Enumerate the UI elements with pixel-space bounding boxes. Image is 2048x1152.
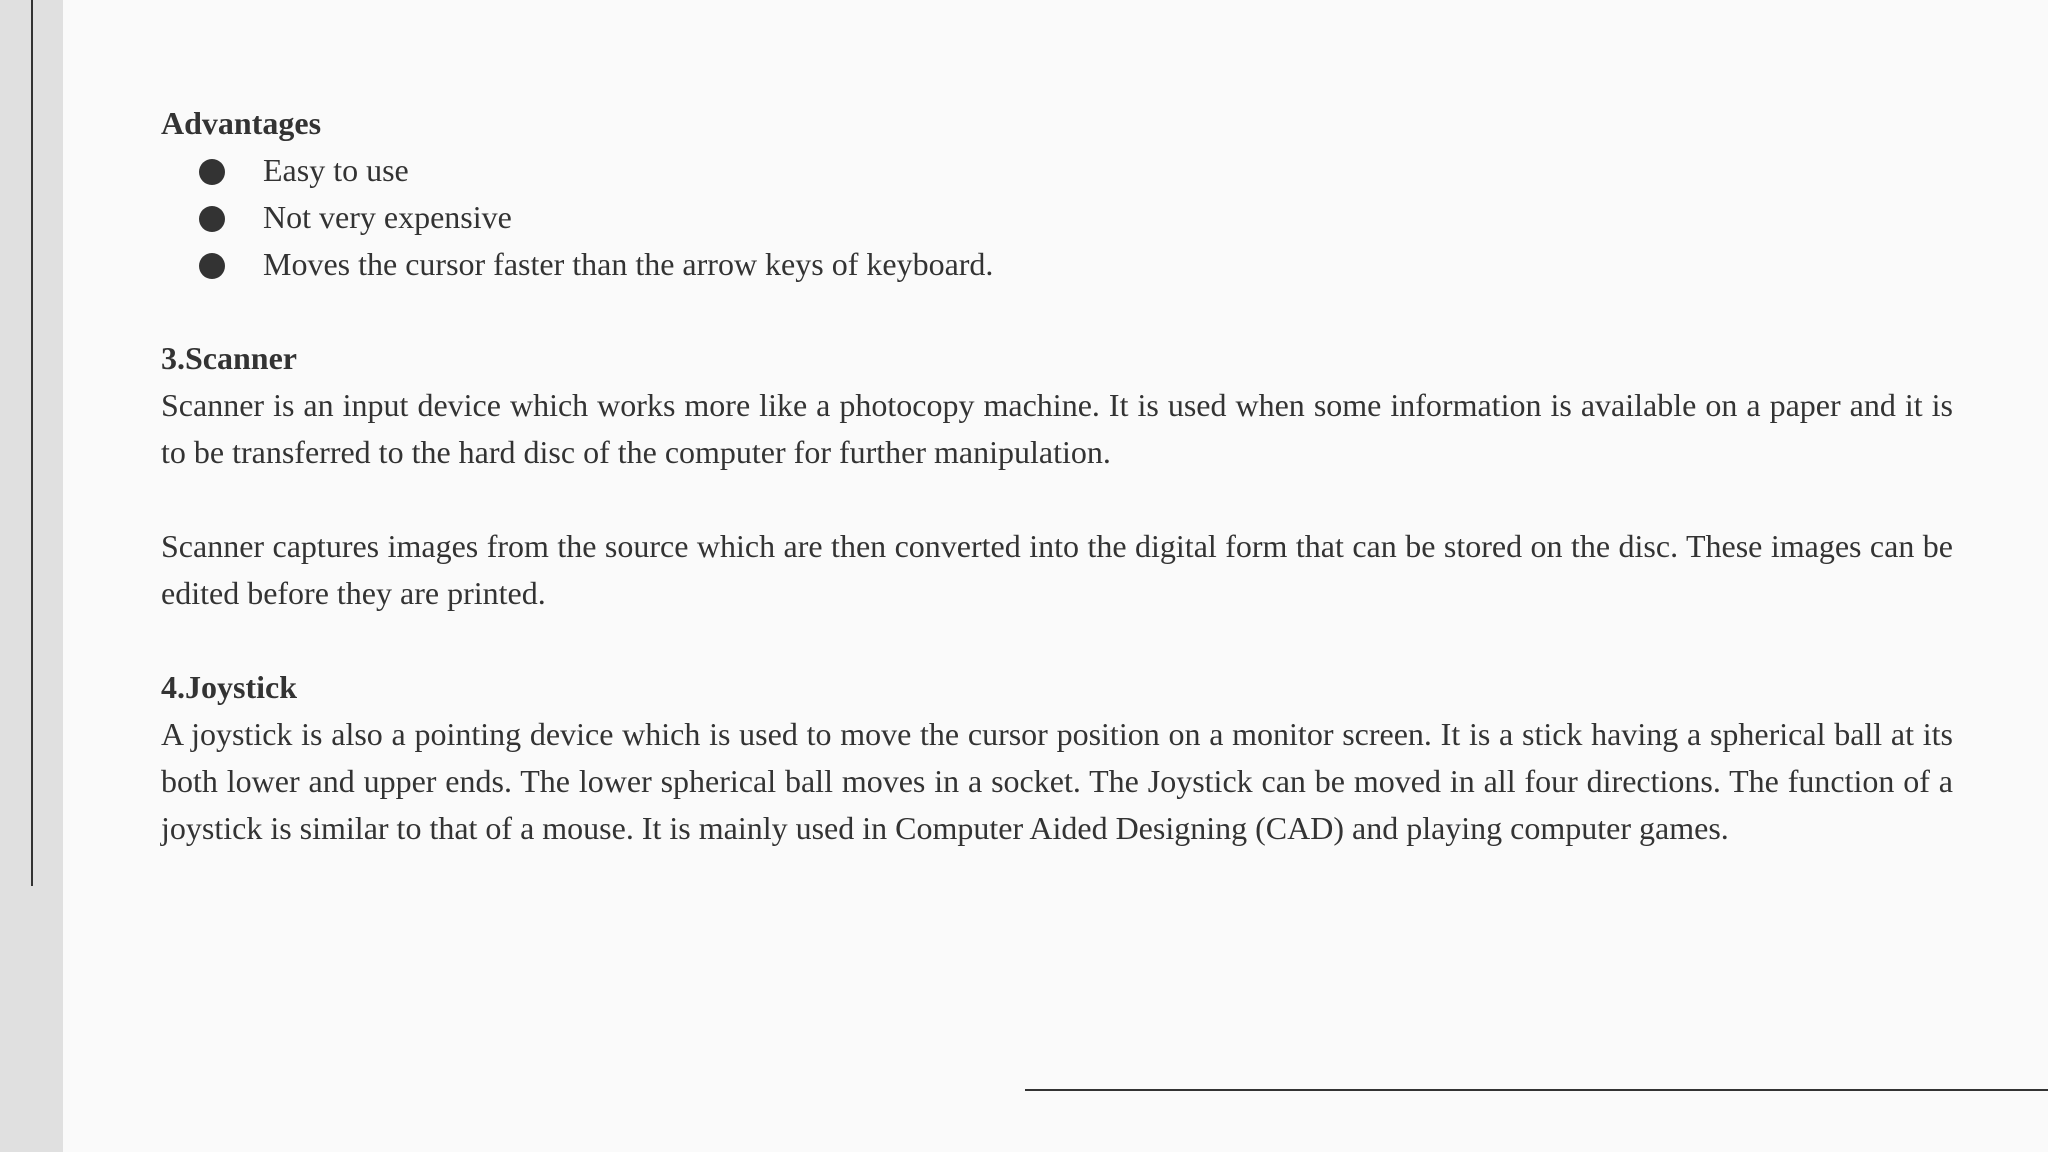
scanner-section (161, 335, 1953, 617)
joystick-paragraph: A joystick is also a pointing device which is used to move the cursor position on a monitor screen. It is a stick having a spherical ball at its both lower and upper ends. The lower spherical ball moves in a socket. The Joystick can be moved in all four directions. The function of a joystick is similar to that of a mouse. It is mainly used in Computer Aided Designing (CAD) and playing computer games. (161, 716, 1953, 846)
list-item (161, 241, 1953, 288)
spacer (161, 476, 1953, 523)
joystick-section (161, 664, 1953, 852)
spacer (161, 288, 1953, 335)
bullet-icon (199, 206, 225, 232)
list-item-text: Easy to use (263, 152, 409, 188)
page-content (161, 100, 1953, 852)
bottom-horizontal-rule (1025, 1089, 2048, 1091)
scanner-heading: 3.Scanner (161, 340, 297, 376)
advantages-section (161, 100, 1953, 288)
left-vertical-rule (31, 0, 33, 886)
list-item (161, 194, 1953, 241)
scanner-paragraph: Scanner captures images from the source which are then converted into the digital form that can be stored on the disc. These images can be edited before they are printed. (161, 528, 1953, 611)
list-item (161, 147, 1953, 194)
scanner-paragraph: Scanner is an input device which works more like a photocopy machine. It is used when some information is available on a paper and it is to be transferred to the hard disc of the computer for further manipulation. (161, 387, 1953, 470)
bullet-icon (199, 253, 225, 279)
advantages-list (161, 147, 1953, 288)
list-item-text: Not very expensive (263, 199, 512, 235)
bullet-icon (199, 159, 225, 185)
joystick-heading: 4.Joystick (161, 669, 297, 705)
list-item-text: Moves the cursor faster than the arrow keys of keyboard. (263, 246, 994, 282)
spacer (161, 617, 1953, 664)
advantages-heading: Advantages (161, 105, 322, 141)
